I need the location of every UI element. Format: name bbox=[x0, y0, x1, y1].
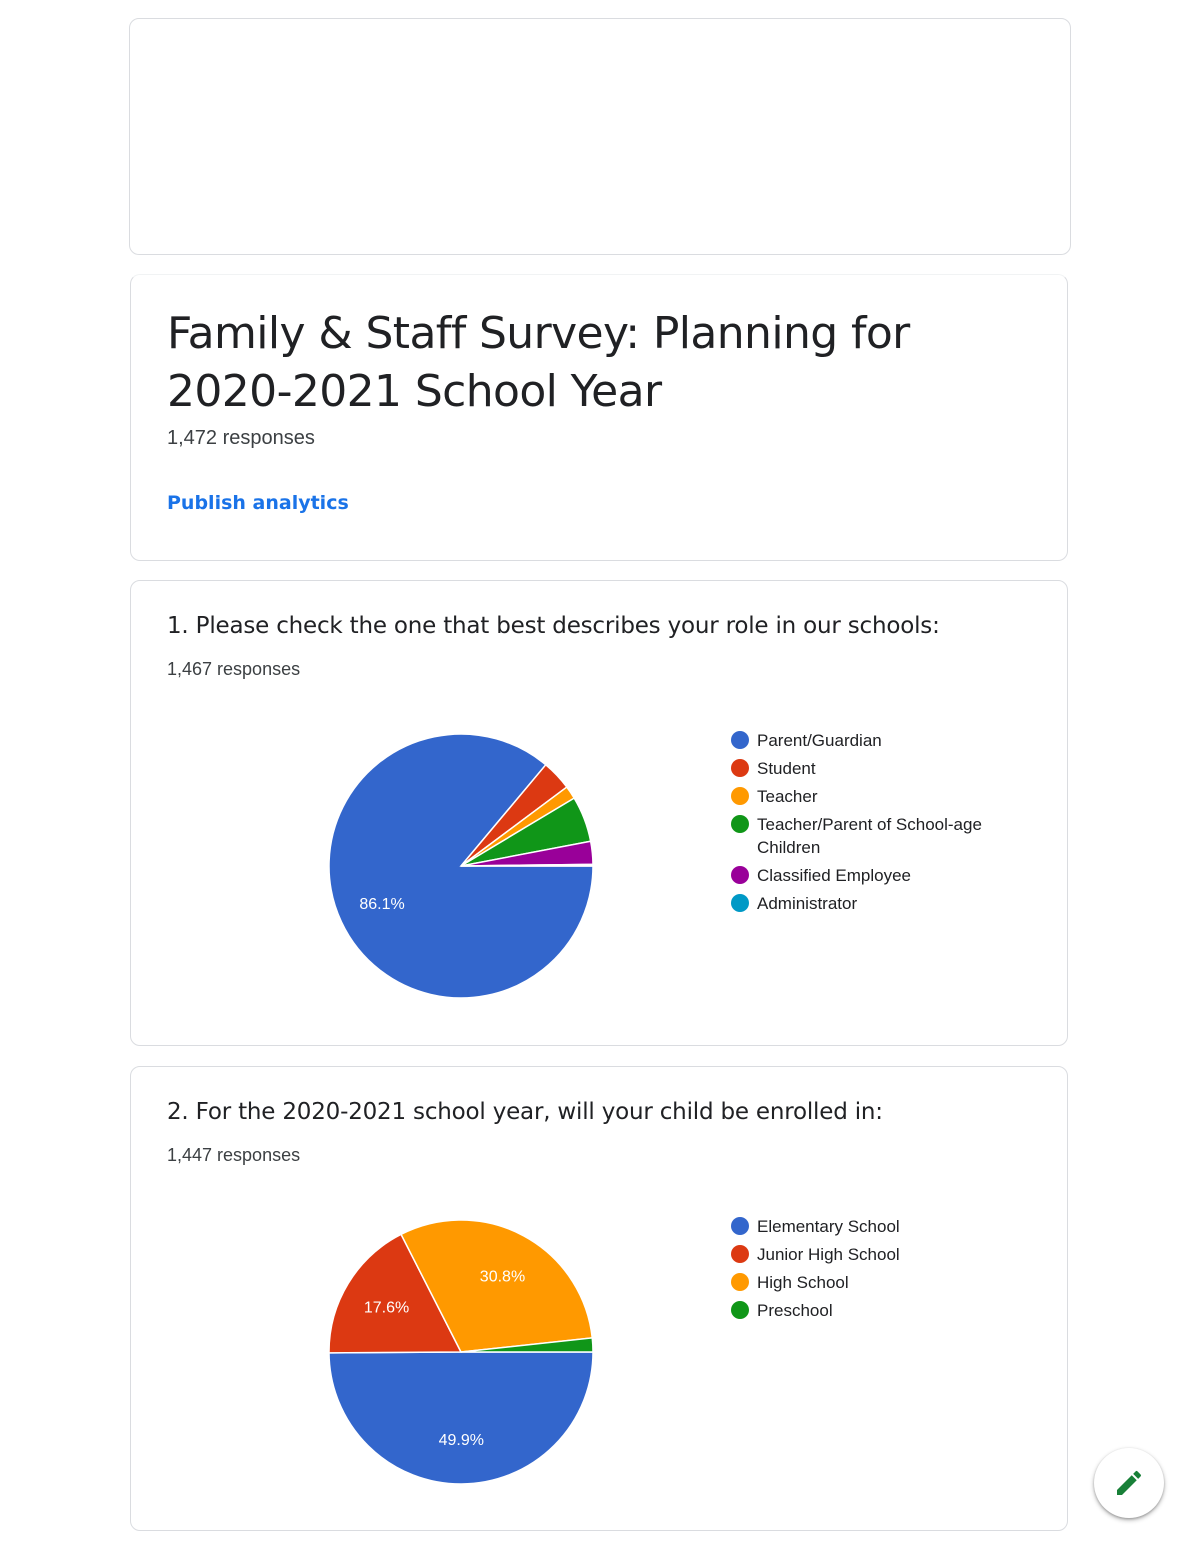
legend-swatch bbox=[731, 787, 749, 805]
legend-item-teacher-parent-of-school-age-children bbox=[731, 813, 1031, 859]
legend-item-parent-guardian bbox=[731, 729, 1031, 752]
pie-data-label: 49.9% bbox=[438, 1432, 484, 1450]
pie-data-label: 30.8% bbox=[479, 1268, 526, 1286]
form-title: Family & Staff Survey: Planning for 2020-2021 School Year bbox=[167, 308, 910, 417]
legend-swatch bbox=[731, 1301, 749, 1319]
question-card-1 bbox=[130, 580, 1068, 1046]
form-header-card bbox=[130, 274, 1068, 561]
legend-label: Teacher/Parent of School-age Children bbox=[757, 815, 982, 857]
legend-item-junior-high-school bbox=[731, 1243, 1031, 1266]
edit-fab-button[interactable] bbox=[1094, 1448, 1164, 1518]
legend-swatch bbox=[731, 866, 749, 884]
total-responses: 1,472 responses bbox=[167, 427, 315, 449]
pie-chart bbox=[321, 726, 601, 1006]
legend-item-student bbox=[731, 757, 1031, 780]
question-response-count: 1,467 responses bbox=[167, 659, 301, 679]
legend-swatch bbox=[731, 1273, 749, 1291]
legend-swatch bbox=[731, 759, 749, 777]
legend-label: Junior High School bbox=[757, 1245, 900, 1264]
legend-swatch bbox=[731, 815, 749, 833]
legend-label: Student bbox=[757, 759, 816, 778]
legend-item-administrator bbox=[731, 892, 1031, 915]
header-banner-card bbox=[129, 18, 1071, 255]
question-title: 2. For the 2020-2021 school year, will your child be enrolled in: bbox=[167, 1099, 883, 1125]
question-title: 1. Please check the one that best describes your role in our schools: bbox=[167, 613, 940, 639]
legend-item-elementary-school bbox=[731, 1215, 1031, 1238]
question-card-2 bbox=[130, 1066, 1068, 1531]
legend-label: Parent/Guardian bbox=[757, 731, 882, 750]
legend-item-teacher bbox=[731, 785, 1031, 808]
legend-swatch bbox=[731, 894, 749, 912]
legend-label: Classified Employee bbox=[757, 866, 912, 885]
legend-item-preschool bbox=[731, 1299, 1031, 1322]
pie-slice-elementary-school[interactable] bbox=[329, 1352, 593, 1484]
question-response-count: 1,447 responses bbox=[167, 1145, 301, 1165]
legend-label: Teacher bbox=[757, 787, 818, 806]
pie-data-label: 17.6% bbox=[363, 1299, 410, 1317]
legend-item-classified-employee bbox=[731, 864, 1031, 887]
chart-legend bbox=[731, 729, 1031, 920]
pie-chart bbox=[321, 1212, 601, 1492]
legend-label: Administrator bbox=[757, 894, 858, 913]
legend-label: High School bbox=[757, 1273, 849, 1292]
chart-legend bbox=[731, 1215, 1031, 1327]
pie-data-label: 86.1% bbox=[359, 895, 405, 913]
legend-swatch bbox=[731, 1217, 749, 1235]
legend-item-high-school bbox=[731, 1271, 1031, 1294]
legend-swatch bbox=[731, 731, 749, 749]
publish-analytics-link[interactable]: Publish analytics bbox=[167, 492, 349, 514]
legend-label: Preschool bbox=[757, 1301, 833, 1320]
pencil-icon bbox=[1113, 1467, 1145, 1499]
legend-swatch bbox=[731, 1245, 749, 1263]
legend-label: Elementary School bbox=[757, 1217, 900, 1236]
